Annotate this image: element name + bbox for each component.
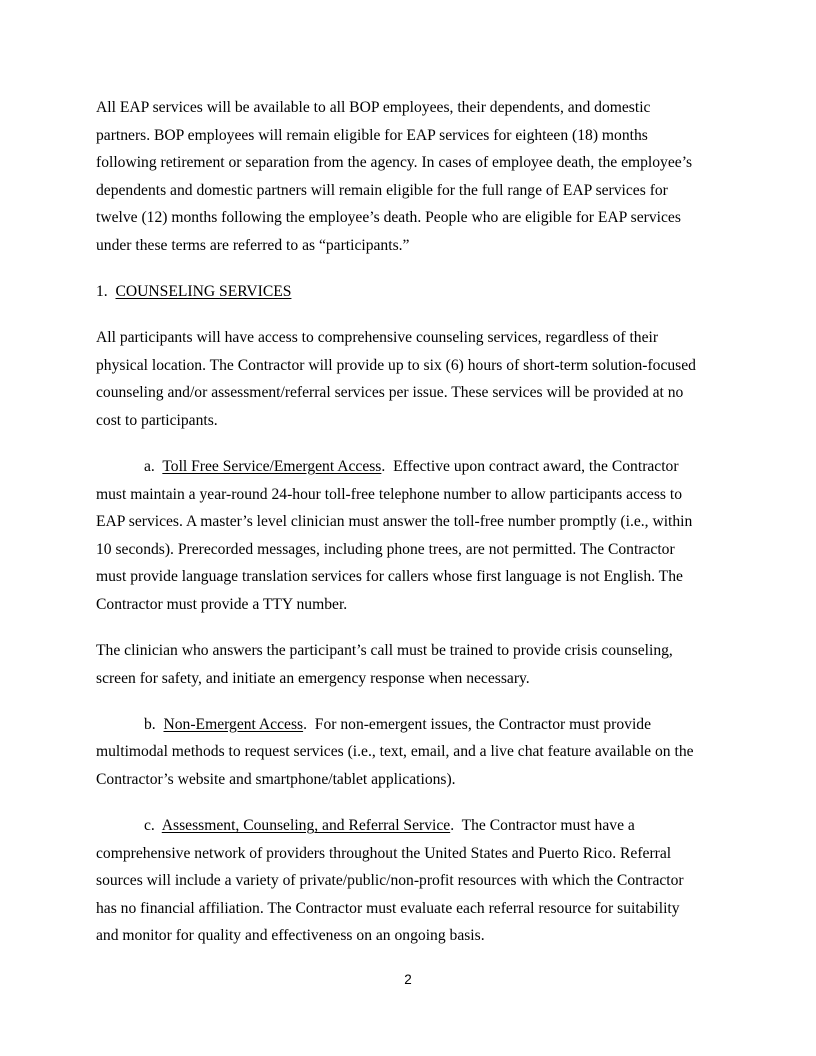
item-a-first-line-rest: . Effective upon contract award, the Contractor — [381, 458, 679, 476]
item-b-letter: b. — [144, 715, 164, 733]
text-line: has no financial affiliation. The Contractor must evaluate each referral resource for suitability — [96, 899, 680, 917]
section-number: 1. — [96, 283, 116, 301]
text-line: All EAP services will be available to all BOP employees, their dependents, and domestic — [96, 99, 651, 116]
item-c-first-line-rest: . The Contractor must have a — [450, 817, 635, 835]
text-line: comprehensive network of providers throughout the United States and Puerto Rico. Referral — [96, 844, 672, 862]
page-number: 2 — [404, 972, 412, 987]
item-a-letter: a. — [144, 458, 163, 476]
item-c-paragraph — [96, 812, 720, 950]
item-b-paragraph — [96, 711, 720, 794]
text-line: under these terms are referred to as “participants.” — [96, 236, 410, 254]
clinician-paragraph — [96, 637, 720, 692]
text-line: partners. BOP employees will remain eligible for EAP services for eighteen (18) months — [96, 126, 648, 144]
text-line: counseling and/or assessment/referral services per issue. These services will be provided at no — [96, 384, 684, 402]
text-line: EAP services. A master’s level clinician must answer the toll-free number promptly (i.e., within — [96, 513, 693, 531]
document-page — [96, 94, 720, 950]
text-line: twelve (12) months following the employee’s death. People who are eligible for EAP services — [96, 209, 681, 227]
item-c-letter: c. — [144, 817, 162, 835]
item-c-heading: Assessment, Counseling, and Referral Service — [161, 817, 451, 835]
item-b-first-line — [96, 711, 720, 739]
text-line: and monitor for quality and effectiveness on an ongoing basis. — [96, 927, 485, 945]
text-line: screen for safety, and initiate an emergency response when necessary. — [96, 669, 530, 687]
item-b-first-line-rest: . For non-emergent issues, the Contractor must provide — [303, 715, 652, 733]
text-line: must maintain a year-round 24-hour toll-free telephone number to allow participants access to — [96, 485, 682, 503]
item-a-paragraph — [96, 453, 720, 619]
text-line: Contractor’s website and smartphone/tablet applications). — [96, 770, 456, 788]
text-line: 10 seconds). Prerecorded messages, including phone trees, are not permitted. The Contractor — [96, 540, 675, 558]
text-line: physical location. The Contractor will provide up to six (6) hours of short-term solution-focused — [96, 356, 696, 374]
item-b-heading: Non-Emergent Access — [163, 715, 304, 733]
text-line: cost to participants. — [96, 411, 218, 429]
text-line: must provide language translation services for callers whose first language is not English. The — [96, 568, 683, 586]
section-paragraph — [96, 324, 720, 434]
text-line: following retirement or separation from the agency. In cases of employee death, the employee’s — [96, 154, 693, 172]
text-line: All participants will have access to comprehensive counseling services, regardless of their — [96, 329, 659, 347]
text-line: The clinician who answers the participant’s call must be trained to provide crisis counseling, — [96, 642, 673, 660]
section-heading — [96, 278, 720, 306]
intro-paragraph — [96, 94, 720, 260]
text-line: Contractor must provide a TTY number. — [96, 596, 348, 613]
text-line: sources will include a variety of private/public/non-profit resources with which the Contractor — [96, 872, 684, 890]
item-a-first-line — [96, 453, 720, 481]
text-line: dependents and domestic partners will remain eligible for the full range of EAP services for — [96, 181, 668, 199]
text-line: multimodal methods to request services (i.e., text, email, and a live chat feature available on the — [96, 743, 694, 761]
item-c-first-line — [96, 812, 720, 840]
item-a-heading: Toll Free Service/Emergent Access — [162, 458, 382, 476]
section-title: COUNSELING SERVICES — [115, 283, 292, 301]
